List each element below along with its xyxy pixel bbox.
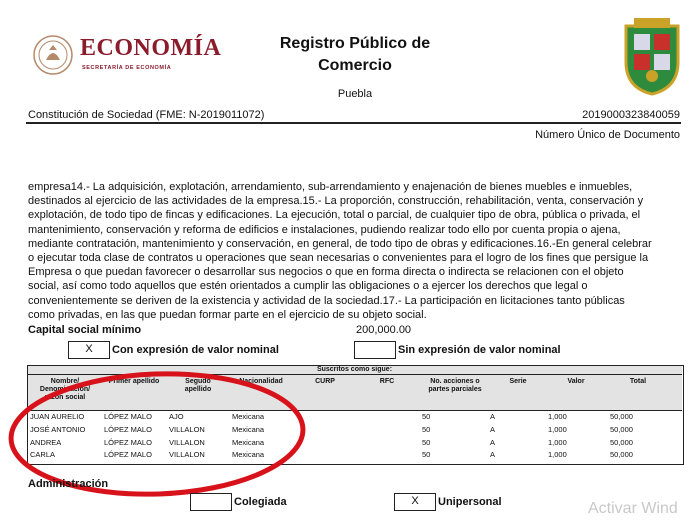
capital-value: 200,000.00 [356,324,412,336]
document-number: 2019000323840059 [582,109,680,121]
header-first-surname: Primer apellido [108,378,160,385]
header-nationality: Nacionalidad [239,378,283,385]
with-nominal-checkbox[interactable]: X [68,341,110,359]
brand-subtitle: SECRETARÍA DE ECONOMÍA [82,65,172,71]
colegiada-checkbox[interactable] [190,493,232,511]
header-total: Total [629,378,647,385]
header-name: Nombre/ Denominación/ razón social [39,378,91,401]
document-title: Registro Público de Comercio [279,35,431,74]
brand-logo-text: ECONOMÍA [80,35,222,61]
without-nominal-label: Sin expresión de valor nominal [398,344,561,356]
unipersonal-label: Unipersonal [438,496,502,508]
unipersonal-checkbox[interactable]: X [394,493,436,511]
header-series: Serie [509,378,527,385]
header-shares: No. acciones o partes parciales [428,378,482,393]
header-value: Valor [567,378,585,385]
header-second-surname: Segudo apellido [184,378,212,393]
document-number-label: Número Único de Documento [535,129,680,141]
table-title: Suscritos como sigue: [27,366,682,375]
corporate-purpose-text: empresa14.- La adquisición, explotación, arrendamiento, sub-arrendamiento y enajenación de bienes muebles e inmuebles, destinados al ejercicio de las actividades de la empresa.15.- La proporción, construcción, rehabilitación, venta, conservación y explotación, de todo tipo de fincas y edificaciones. La ejecución, total o parcial, de cualquier tipo de obra, pública o privada, el mantenimiento, conservación y reforma de edificios e instalaciones, pudiendo realizar todo ello por cuenta propia o ajena, mediante contratación, mantenimiento y conservación, en general, de todo tipo de obras y edificaciones.16.-En general celebrar o ejecutar toda clase de contratos u operaciones que sean necesarias o convenientes para el logro de los fines que persigue la Empresa o que puedan favorecer o desarrollar sus negocios o que en forma directa o indirecta se relacionen con el objeto social, así como todo aquellos que estén orientados a cumplir las obligaciones o a ejercer los derechos que legal o convenientemente se deriven de la existencia y actividad de la sociedad.17.- La participación en licitaciones tanto públicas como privadas, en las que puedan formar parte en el ejercicio de su objeto social. [28,181,652,321]
capital-label: Capital social mínimo [28,324,142,336]
constitution-label: Constitución de Sociedad (FME: N-2019011072) [28,109,265,121]
windows-activation-watermark: Activar Wind [588,500,678,517]
state-label: Puebla [337,88,373,100]
header-rfc: RFC [379,378,395,385]
colegiada-label: Colegiada [234,496,287,508]
header-curp: CURP [315,378,335,385]
administration-label: Administración [28,478,109,490]
with-nominal-label: Con expresión de valor nominal [112,344,279,356]
